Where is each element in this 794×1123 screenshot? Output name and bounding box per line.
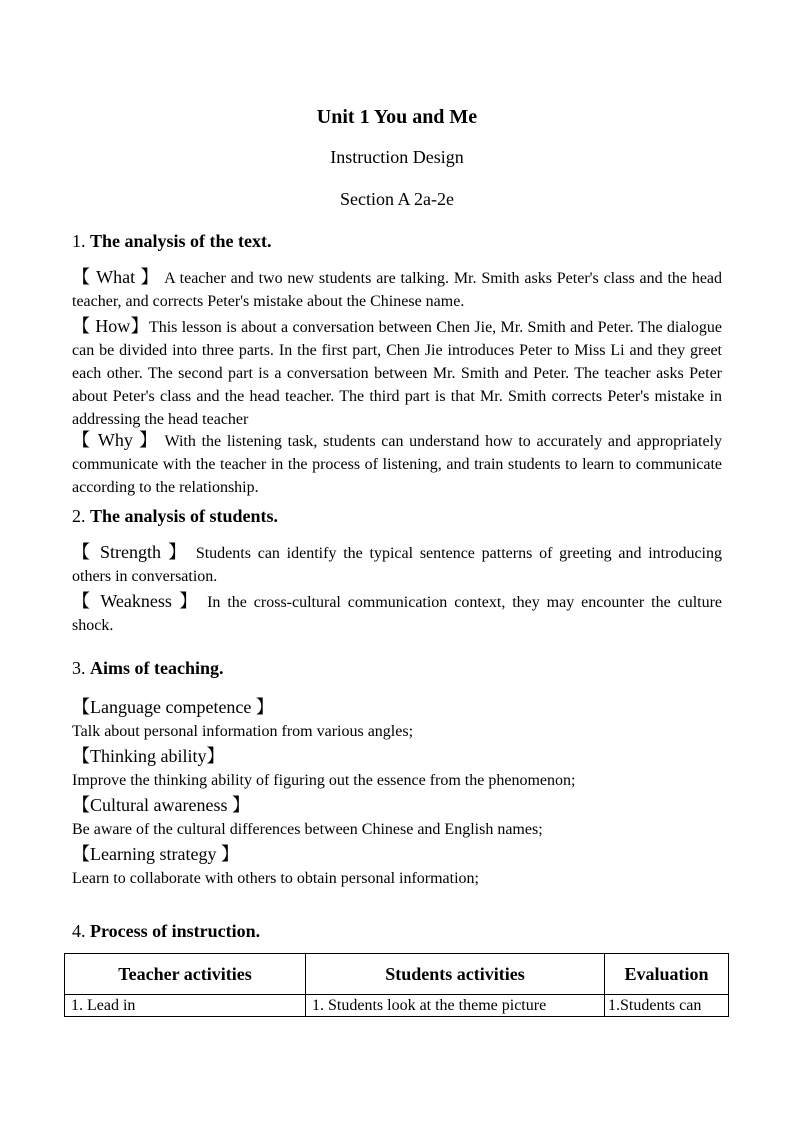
- aim-text: Talk about personal information from various angles;: [72, 722, 414, 740]
- aims-list: [72, 695, 722, 891]
- instruction-table: [64, 953, 729, 1017]
- heading-aims: 3. Aims of teaching.: [72, 658, 224, 678]
- document-title: Unit 1 You and Me: [316, 106, 478, 128]
- table-cell: 1.Students can: [605, 995, 729, 1017]
- column-header: Teacher activities: [65, 954, 306, 995]
- aim-text: Be aware of the cultural differences between Chinese and English names;: [72, 820, 543, 838]
- table-cell: 1. Students look at the theme picture: [306, 995, 605, 1017]
- table-cell: 1. Lead in: [65, 995, 306, 1017]
- paragraph-weakness: 【 Weakness 】 In the cross-cultural communication context, they may encounter the culture shock.: [72, 591, 723, 634]
- table-header-row: [65, 954, 729, 995]
- document-subtitle: Instruction Design: [330, 147, 464, 167]
- section-label: Section A 2a-2e: [340, 189, 454, 209]
- aim-tag: 【Thinking ability】: [72, 746, 225, 766]
- heading-analysis-students: 2. The analysis of students.: [72, 506, 279, 526]
- paragraph-strength: 【 Strength 】 Students can identify the typical sentence patterns of greeting and introducing others in conversation.: [72, 542, 722, 585]
- aim-text: Learn to collaborate with others to obtain personal information;: [72, 869, 479, 887]
- column-header: Students activities: [306, 954, 605, 995]
- paragraph-why: 【 Why 】 With the listening task, students can understand how to accurately and appropriately communicate with the teacher in the process of listening, and train students to learn to communicate according to the relationship.: [72, 430, 722, 496]
- aim-tag: 【Language competence 】: [72, 697, 274, 717]
- aim-tag: 【Learning strategy 】: [72, 844, 239, 864]
- column-header: Evaluation: [605, 954, 729, 995]
- paragraph-how: 【 How】This lesson is about a conversation between Chen Jie, Mr. Smith and Peter. The dialogue can be divided into three parts. In the first part, Chen Jie introduces Peter to Miss Li and they greet each other. The second part is a conversation between Mr. Smith and Peter. The teacher asks Peter about Peter's class and the head teacher. The third part is that Mr. Smith corrects Peter's mistake in addressing the head teacher: [72, 316, 723, 428]
- heading-analysis-text: 1. The analysis of the text.: [72, 231, 272, 251]
- aim-text: Improve the thinking ability of figuring out the essence from the phenomenon;: [72, 771, 576, 789]
- aim-tag: 【Cultural awareness 】: [72, 795, 250, 815]
- heading-process: 4. Process of instruction.: [72, 921, 261, 941]
- table-row: [65, 995, 729, 1017]
- paragraph-what: 【 What 】 A teacher and two new students are talking. Mr. Smith asks Peter's class and the head teacher, and corrects Peter's mistake about the Chinese name.: [72, 267, 723, 310]
